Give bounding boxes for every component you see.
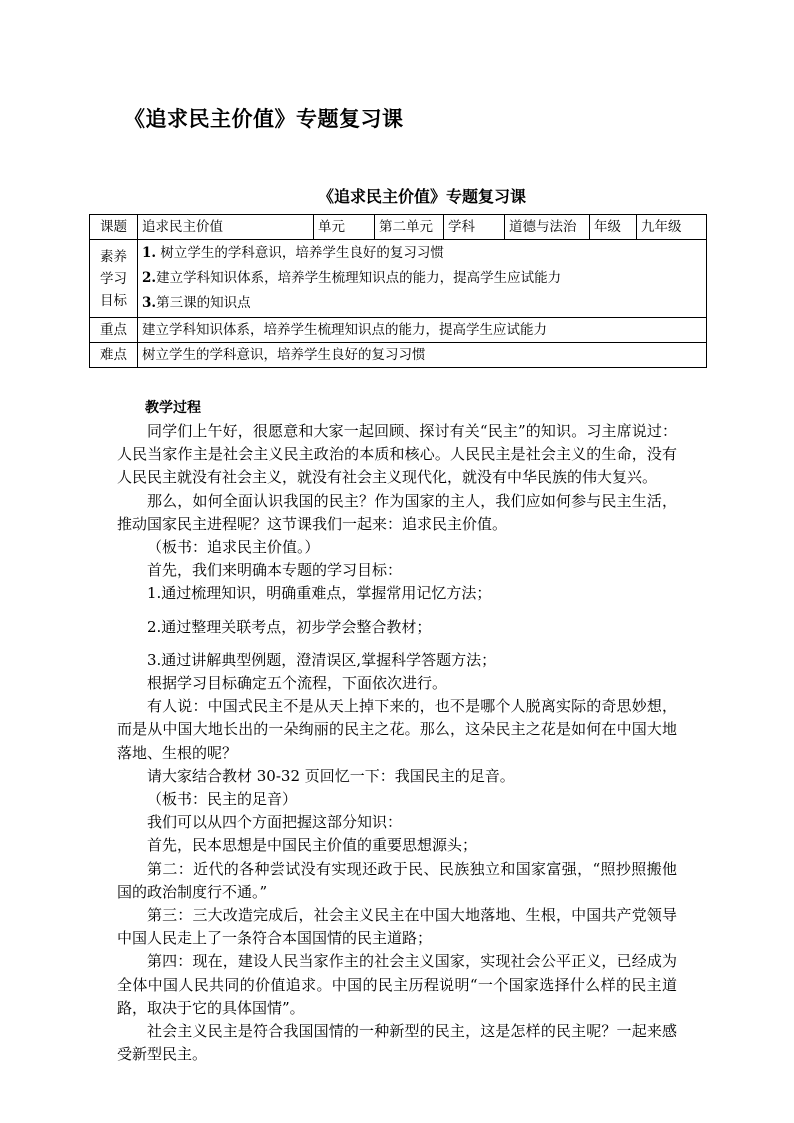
process-paragraph: 首先，民本思想是中国民主价值的重要思想源头； <box>147 836 478 855</box>
key-value: 建立学科知识体系，培养学生梳理知识点的能力，提高学生应试能力 <box>138 318 707 343</box>
difficult-label: 难点 <box>90 343 138 368</box>
process-paragraph: 请大家结合教材 30-32 页回忆一下：我国民主的足音。 <box>147 766 515 785</box>
goal-number: 2. <box>142 270 157 286</box>
subject-value: 道德与法治 <box>505 215 590 240</box>
process-paragraph: 第三：三大改造完成后，社会主义民主在中国大地落地、生根，中国共产党领导中国人民走上了一条符合本国国情的民主道路； <box>117 906 677 948</box>
table-row-difficult <box>90 343 707 368</box>
process-paragraph: （板书：民主的足音） <box>147 790 298 809</box>
goal-text: 树立学生的学科意识，培养学生良好的复习习惯 <box>160 245 444 261</box>
grade-label: 年级 <box>590 215 637 240</box>
process-paragraph: 首先，我们来明确本专题的学习目标： <box>147 561 403 580</box>
goals-list <box>138 240 707 318</box>
topic-label: 课题 <box>90 215 138 240</box>
goals-label-line: 目标 <box>100 292 127 309</box>
document-title: 《追求民主价值》专题复习课 <box>124 107 404 131</box>
teaching-process <box>117 396 677 1066</box>
process-paragraph: 第四：现在，建设人民当家作主的社会主义国家，实现社会公平正义，已经成为全体中国人民共同的价值追求。中国的民主历程说明“一个国家选择什么样的民主道路，取决于它的具体国情”。 <box>117 952 677 1017</box>
topic-value: 追求民主价值 <box>138 215 314 240</box>
key-label: 重点 <box>90 318 138 343</box>
goal-item <box>142 291 702 316</box>
goals-label-line: 素养 <box>100 248 127 265</box>
process-paragraph: 有人说：中国式民主不是从天上掉下来的，也不是哪个人脱离实际的奇思妙想，而是从中国大地长出的一朵绚丽的民主之花。那么，这朵民主之花是如何在中国大地落地、生根的呢？ <box>117 697 677 762</box>
table-row-goals <box>90 240 707 318</box>
process-paragraph: 2.通过整理关联考点，初步学会整合教材； <box>147 617 432 636</box>
process-paragraph: 1.通过梳理知识，明确重难点，掌握常用记忆方法； <box>147 584 492 603</box>
process-heading: 教学过程 <box>145 400 201 416</box>
process-paragraph: （板书：追求民主价值。） <box>147 538 320 557</box>
unit-value: 第二单元 <box>375 215 444 240</box>
process-paragraph: 3.通过讲解典型例题，澄清误区,掌握科学答题方法； <box>147 650 497 669</box>
process-paragraph: 我们可以从四个方面把握这部分知识： <box>147 813 403 832</box>
process-paragraph: 根据学习目标确定五个流程，下面依次进行。 <box>147 674 448 693</box>
goal-item <box>142 241 702 266</box>
unit-label: 单元 <box>314 215 375 240</box>
goal-item <box>142 266 702 291</box>
lesson-info-table <box>89 214 707 368</box>
process-paragraph: 社会主义民主是符合我国国情的一种新型的民主，这是怎样的民主呢？一起来感受新型民主。 <box>117 1022 677 1064</box>
process-paragraph: 那么，如何全面认识我国的民主？作为国家的主人，我们应如何参与民主生活，推动国家民主进程呢？这节课我们一起来：追求民主价值。 <box>117 491 677 533</box>
table-row-topic <box>90 215 707 240</box>
subject-label: 学科 <box>444 215 505 240</box>
difficult-value: 树立学生的学科意识，培养学生良好的复习习惯 <box>138 343 707 368</box>
table-title: 《追求民主价值》专题复习课 <box>317 187 526 206</box>
goal-number: 3. <box>142 295 157 311</box>
table-row-key <box>90 318 707 343</box>
goal-text: 建立学科知识体系，培养学生梳理知识点的能力，提高学生应试能力 <box>156 270 562 286</box>
goals-label-line: 学习 <box>100 270 127 287</box>
goals-label <box>90 240 138 318</box>
process-paragraph: 第二：近代的各种尝试没有实现还政于民、民族独立和国家富强，“照抄照搬他国的政治制度行不通。” <box>117 859 677 901</box>
process-paragraph: 同学们上午好，很愿意和大家一起回顾、探讨有关“民主”的知识。习主席说过：人民当家作主是社会主义民主政治的本质和核心。人民民主是社会主义的生命，没有人民民主就没有社会主义，就没有社会主义现代化，就没有中华民族的伟大复兴。 <box>117 422 677 487</box>
goal-text: 第三课的知识点 <box>156 295 251 311</box>
goal-number: 1. <box>142 245 157 261</box>
grade-value: 九年级 <box>637 215 707 240</box>
